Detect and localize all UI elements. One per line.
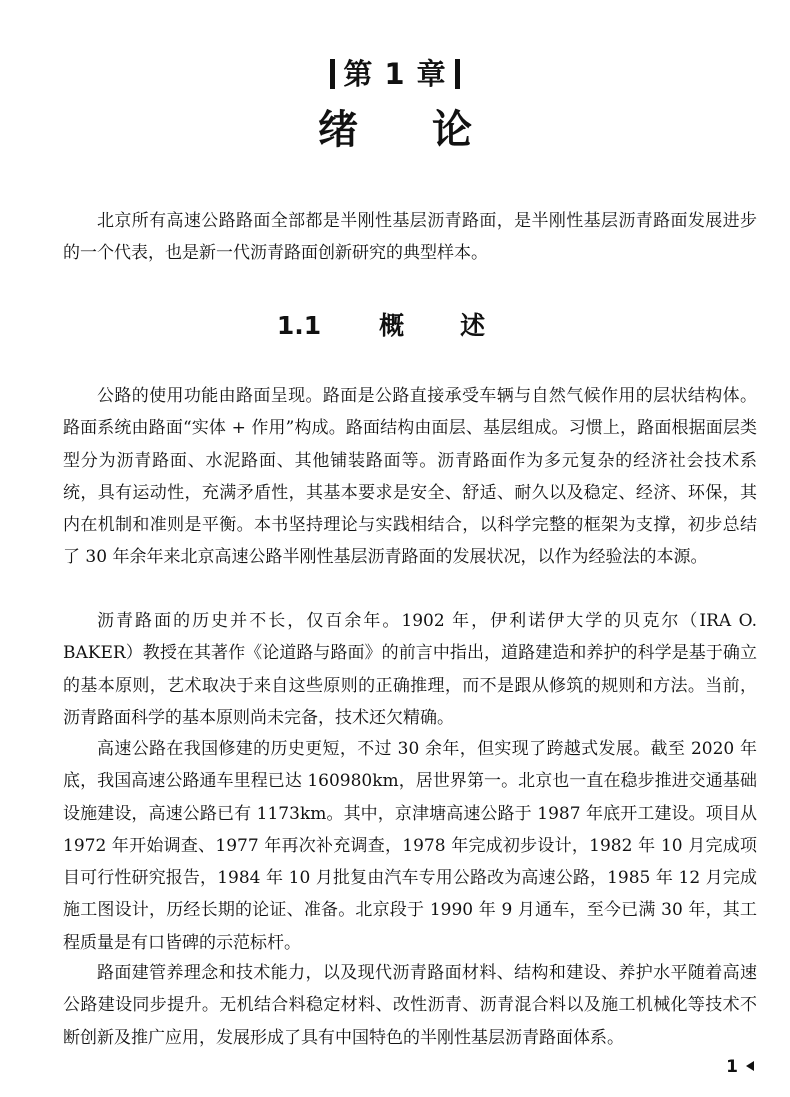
section-title	[0, 308, 790, 344]
chapter-title-char-2: 论	[432, 107, 472, 153]
chapter-bar-left	[330, 59, 335, 89]
body-paragraph-1: 公路的使用功能由路面呈现。路面是公路直接承受车辆与自然气候作用的层状结构体。路面系统由路面“实体 + 作用”构成。路面结构由面层、基层组成。习惯上，路面根据面层类型分为沥青路面、水泥路面、其他铺装路面等。沥青路面作为多元复杂的经济社会技术系统，具有运动性，充满矛盾性，其基本要求是安全、舒适、耐久以及稳定、经济、环保，其内在机制和准则是平衡。本书坚持理论与实践相结合，以科学完整的框架为支撑，初步总结了 30 年余年来北京高速公路半刚性基层沥青路面的发展状况，以作为经验法的本源。	[63, 386, 757, 568]
chapter-label-text: 第 1 章	[343, 57, 447, 91]
body-paragraph-4: 路面建管养理念和技术能力，以及现代沥青路面材料、结构和建设、养护水平随着高速公路建设同步提升。无机结合料稳定材料、改性沥青、沥青混合料以及施工机械化等技术不断创新及推广应用，发展形成了具有中国特色的半刚性基层沥青路面体系。	[63, 963, 757, 1048]
page-footer	[726, 1057, 754, 1077]
triangle-left-icon	[746, 1061, 754, 1071]
section-number: 1.1	[276, 311, 322, 340]
body-paragraph-3: 高速公路在我国修建的历史更短，不过 30 余年，但实现了跨越式发展。截至 2020 年底，我国高速公路通车里程已达 160980km，居世界第一。北京也一直在稳步推进交通基础设施建设，高速公路已有 1173km。其中，京津塘高速公路于 1987 年底开工建设。项目从 1972 年开始调查、1977 年再次补充调查，1978 年完成初步设计，1982 年 10 月完成项目可行性研究报告，1984 年 10 月批复由汽车专用公路改为高速公路，1985 年 12 月完成施工图设计，历经长期的论证、准备。北京段于 1990 年 9 月通车，至今已满 30 年，其工程质量是有口皆碑的示范标杆。	[63, 739, 757, 953]
chapter-title-char-1: 绪	[318, 107, 358, 153]
section-title-char-2: 述	[460, 311, 486, 340]
chapter-title	[0, 104, 790, 156]
page-number: 1	[726, 1057, 738, 1077]
intro-paragraph: 北京所有高速公路路面全部都是半刚性基层沥青路面，是半刚性基层沥青路面发展进步的一个代表，也是新一代沥青路面创新研究的典型样本。	[63, 211, 757, 264]
chapter-bar-right	[455, 59, 460, 89]
body-paragraph-2: 沥青路面的历史并不长，仅百余年。1902 年，伊利诺伊大学的贝克尔（IRA O. BAKER）教授在其著作《论道路与路面》的前言中指出，道路建造和养护的科学是基于确立的基本原则，艺术取决于来自这些原则的正确推理，而不是跟从修筑的规则和方法。当前，沥青路面科学的基本原则尚未完备，技术还欠精确。	[63, 611, 757, 728]
section-title-char-1: 概	[379, 311, 405, 340]
chapter-label	[0, 55, 790, 93]
